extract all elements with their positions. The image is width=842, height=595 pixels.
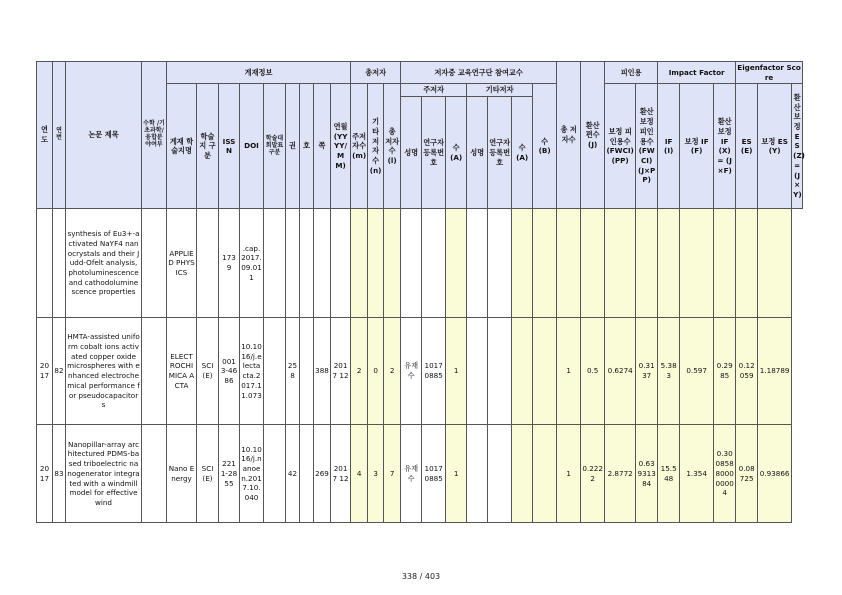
cell-page: 269 [314, 425, 331, 523]
cell-journal: Nano Energy [167, 425, 197, 523]
cell-a [446, 209, 467, 318]
header-conv-if: 환산 보정 IF(X) = (J×F) [714, 84, 736, 209]
cell-f: 0.597 [680, 318, 714, 425]
cell-f: 1.354 [680, 425, 714, 523]
cell-a: 1 [446, 318, 467, 425]
cell-b [533, 209, 557, 318]
cell-b [533, 425, 557, 523]
header-other-count: 수 (A) [512, 97, 533, 209]
cell-jpp [636, 209, 658, 318]
header-category: 학술지 구분 [197, 84, 219, 209]
cell-category: SCI(E) [197, 425, 219, 523]
cell-date: 2017 12 [331, 425, 351, 523]
header-conv-es: 환산 보정 ES(Z) =(J×Y) [792, 84, 803, 209]
cell-seq: 83 [53, 425, 66, 523]
cell-field [142, 209, 167, 318]
header-journal: 게재 학술지명 [167, 84, 197, 209]
cell-n: 3 [368, 425, 384, 523]
cell-vol: 42 [286, 425, 300, 523]
cell-j: 0.5 [581, 318, 605, 425]
header-participating: 저자중 교육연구단 참여교수 [401, 62, 557, 84]
header-other-reg-no: 연구자 등록번호 [488, 97, 512, 209]
cell-category2 [264, 318, 286, 425]
cell-f [680, 209, 714, 318]
header-category2: 학술대회발표 구분 [264, 84, 286, 209]
header-other-sub: 기타저자 [467, 84, 533, 97]
cell-b-count [512, 209, 533, 318]
cell-j: 0.2222 [581, 425, 605, 523]
cell-jpp: 0.3137 [636, 318, 658, 425]
cell-a: 1 [446, 425, 467, 523]
cell-name: 유재수 [401, 425, 422, 523]
cell-b-reg [488, 318, 512, 425]
header-count-a: 수 (A) [446, 97, 467, 209]
header-other-name: 성명 [467, 97, 488, 209]
cell-doi: .cap.2017.09.011 [240, 209, 264, 318]
page-indicator: 338 / 403 [401, 572, 441, 581]
cell-n [368, 209, 384, 318]
header-authors-group: 총저자 [351, 62, 401, 84]
cell-pp: 0.6274 [605, 318, 636, 425]
header-citation: 피인용 [605, 62, 658, 84]
cell-date [331, 209, 351, 318]
cell-e: 0.08725 [736, 425, 758, 523]
header-if: IF (I) [658, 84, 680, 209]
cell-y: 0.93866 [758, 425, 792, 523]
cell-vol [286, 209, 300, 318]
cell-date: 2017 12 [331, 318, 351, 425]
header-year: 연도 [37, 62, 53, 209]
cell-year: 2017 [37, 318, 53, 425]
cell-total: 1 [557, 425, 581, 523]
header-total-auth-count: 총 저자수 [557, 62, 581, 209]
cell-title: synthesis of Eu3+-activated NaYF4 nanocrystals and their Judd-Ofelt analysis, photoluminescence and cathodoluminescence properties [66, 209, 142, 318]
paper-table [36, 61, 803, 523]
header-main-author: 주저자수 (m) [351, 84, 368, 209]
cell-b-name [467, 425, 488, 523]
cell-b-reg [488, 425, 512, 523]
cell-year [37, 209, 53, 318]
header-norm-if: 보정 IF (F) [680, 84, 714, 209]
cell-b-reg [488, 209, 512, 318]
cell-total: 1 [557, 318, 581, 425]
header-issue: 호 [300, 84, 314, 209]
cell-category: SCI(E) [197, 318, 219, 425]
cell-issue [300, 425, 314, 523]
cell-pp: 2.8772 [605, 425, 636, 523]
header-main-reg-no: 연구자 등록번호 [422, 97, 446, 209]
cell-b-count [512, 425, 533, 523]
cell-reg-no: 10170885 [422, 318, 446, 425]
cell-page [314, 209, 331, 318]
cell-b-count [512, 318, 533, 425]
cell-name: 유재수 [401, 318, 422, 425]
cell-jpp: 0.63931384 [636, 425, 658, 523]
header-pub-info: 게재정보 [167, 62, 351, 84]
header-main-sub: 주저자 [401, 84, 467, 97]
cell-issue [300, 318, 314, 425]
header-es: ES (E) [736, 84, 758, 209]
cell-journal: APPLIED PHYSICS [167, 209, 197, 318]
header-impact-factor: Impact Factor [658, 62, 736, 84]
header-seq: 연번 [53, 62, 66, 209]
header-total-author: 총 저자수 (l) [384, 84, 401, 209]
header-count-b: 수 (B) [533, 84, 557, 209]
cell-page: 388 [314, 318, 331, 425]
cell-reg-no: 10170885 [422, 425, 446, 523]
cell-i [658, 209, 680, 318]
cell-journal: ELECTROCHIMICA ACTA [167, 318, 197, 425]
cell-b-name [467, 209, 488, 318]
cell-b [533, 318, 557, 425]
cell-category2 [264, 209, 286, 318]
cell-m: 4 [351, 425, 368, 523]
header-doi: DOI [240, 84, 264, 209]
cell-vol: 258 [286, 318, 300, 425]
header-issn: ISSN [219, 84, 240, 209]
cell-seq: 82 [53, 318, 66, 425]
header-norm-citation: 보정 피인용수 (FWCI) (PP) [605, 84, 636, 209]
table-row [37, 318, 803, 425]
cell-year: 2017 [37, 425, 53, 523]
cell-issn: 0013-4686 [219, 318, 240, 425]
header-vol: 권 [286, 84, 300, 209]
header-date: 연월 (YYYY/MM) [331, 84, 351, 209]
cell-e: 0.12059 [736, 318, 758, 425]
table-row [37, 209, 803, 318]
cell-name [401, 209, 422, 318]
header-conv-count: 환산 편수 (J) [581, 62, 605, 209]
header-page: 쪽 [314, 84, 331, 209]
cell-x [714, 209, 736, 318]
cell-m: 2 [351, 318, 368, 425]
cell-x: 0.2985 [714, 318, 736, 425]
cell-issn: 1739 [219, 209, 240, 318]
cell-doi: 10.1016/j.electacta.2017.11.073 [240, 318, 264, 425]
cell-i: 5.383 [658, 318, 680, 425]
cell-y: 1.18789 [758, 318, 792, 425]
cell-field [142, 425, 167, 523]
header-conv-citation: 환산보정피인용수 (FWCI) (J×PP) [636, 84, 658, 209]
header-other-author: 기타 저자수 (n) [368, 84, 384, 209]
cell-title: Nanopillar-array architectured PDMS-based triboelectric nanogenerator integrated with a windmill model for effective wind [66, 425, 142, 523]
header-main-name: 성명 [401, 97, 422, 209]
cell-seq [53, 209, 66, 318]
cell-x: 0.300858800000004 [714, 425, 736, 523]
cell-l: 7 [384, 425, 401, 523]
cell-category2 [264, 425, 286, 523]
cell-pp [605, 209, 636, 318]
cell-total [557, 209, 581, 318]
cell-i: 15.548 [658, 425, 680, 523]
cell-category [197, 209, 219, 318]
cell-title: HMTA-assisted uniform cobalt ions activated copper oxide microspheres with enhanced electrochemical performance for pseudocapacitors [66, 318, 142, 425]
header-norm-es: 보정 ES (Y) [758, 84, 792, 209]
cell-j [581, 209, 605, 318]
cell-issue [300, 209, 314, 318]
header-field: 수학 /기초과학/융합분야여부 [142, 62, 167, 209]
cell-field [142, 318, 167, 425]
header-title: 논문 제목 [66, 62, 142, 209]
cell-b-name [467, 318, 488, 425]
cell-l [384, 209, 401, 318]
cell-y [758, 209, 792, 318]
cell-doi: 10.1016/j.nanoen.2017.10.040 [240, 425, 264, 523]
header-eigenfactor: Eigenfactor Score [736, 62, 803, 84]
cell-issn: 2211-2855 [219, 425, 240, 523]
cell-e [736, 209, 758, 318]
cell-m [351, 209, 368, 318]
cell-n: 0 [368, 318, 384, 425]
cell-l: 2 [384, 318, 401, 425]
cell-reg-no [422, 209, 446, 318]
table-row [37, 425, 803, 523]
